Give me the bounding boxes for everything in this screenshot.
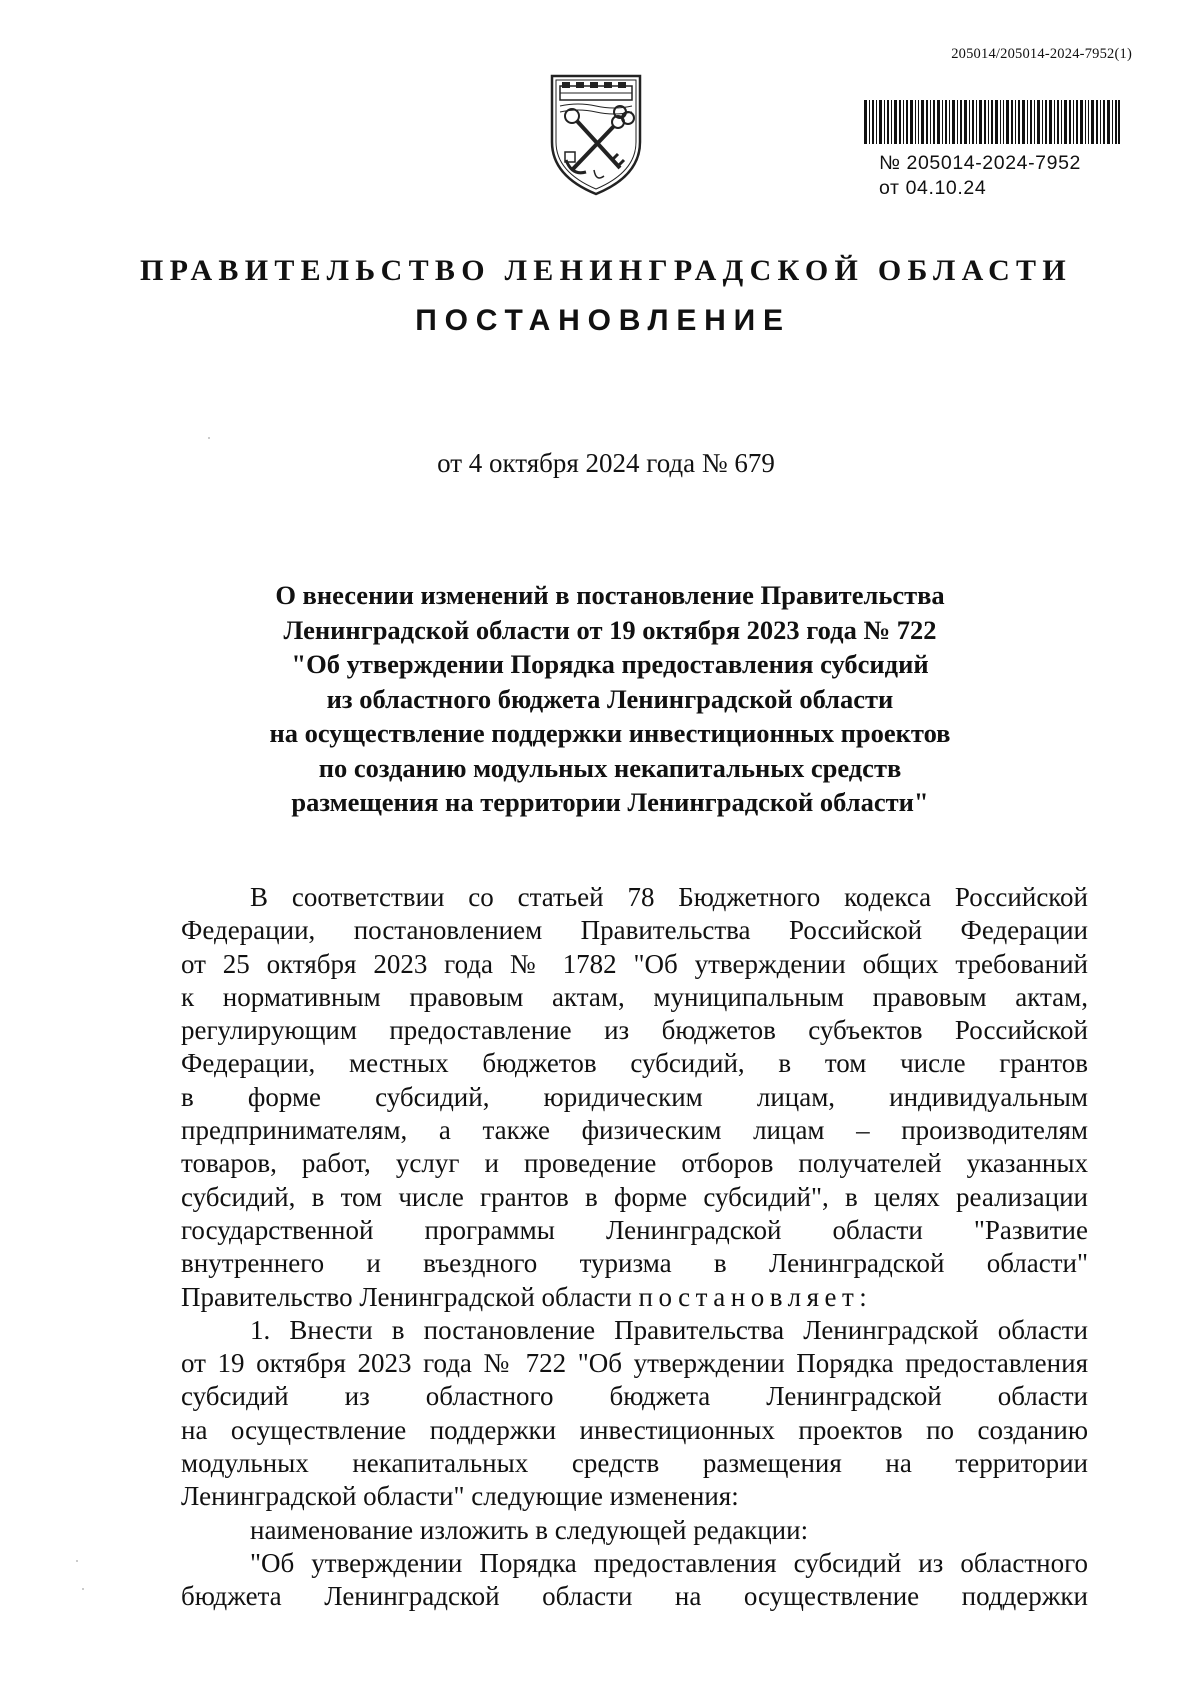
item-line: от 19 октября 2023 года № 722 "Об утверждении Порядка предоставления bbox=[181, 1348, 1088, 1379]
document-code: 205014/205014-2024-7952(1) bbox=[951, 46, 1132, 62]
document-date: от 4 октября 2024 года № 679 bbox=[437, 448, 775, 478]
document-body bbox=[181, 881, 1088, 1614]
leningrad-oblast-coat-of-arms-icon bbox=[548, 72, 644, 198]
preamble-line: Федерации, местных бюджетов субсидий, в том числе грантов bbox=[181, 1048, 1088, 1079]
document-subject bbox=[170, 578, 1050, 820]
quote-line: "Об утверждении Порядка предоставления субсидий из областного bbox=[250, 1547, 1088, 1578]
item-line: на осуществление поддержки инвестиционных проектов по созданию bbox=[181, 1414, 1088, 1445]
preamble-line: Федерации, постановлением Правительства Российской Федерации bbox=[181, 915, 1088, 946]
preamble-line: субсидий, в том числе грантов в форме субсидий", в целях реализации bbox=[181, 1181, 1088, 1212]
barcode-icon bbox=[864, 100, 1120, 144]
decree-word: постановляет: bbox=[638, 1281, 873, 1312]
subject-line: размещения на территории Ленинградской области" bbox=[291, 787, 929, 817]
preamble-line: от 25 октября 2023 года № 1782 "Об утверждении общих требований bbox=[181, 948, 1088, 979]
scan-speck bbox=[208, 437, 210, 439]
subject-line: на осуществление поддержки инвестиционных проектов bbox=[269, 718, 951, 748]
preamble-line: В соответствии со статьей 78 Бюджетного кодекса Российской bbox=[250, 882, 1088, 912]
subject-line: Ленинградской области от 19 октября 2023 года № 722 bbox=[283, 614, 937, 645]
registration-date: от 04.10.24 bbox=[879, 177, 987, 199]
preamble-line: внутреннего и въездного туризма в Ленинградской области" bbox=[181, 1248, 1088, 1279]
item-line: модульных некапитальных средств размещения на территории bbox=[181, 1448, 1088, 1479]
preamble-line: предпринимателям, а также физическим лицам – производителям bbox=[181, 1115, 1088, 1146]
item-line: 1. Внести в постановление Правительства Ленинградской области bbox=[250, 1314, 1088, 1345]
preamble-line: товаров, работ, услуг и проведение отборов получателей указанных bbox=[181, 1148, 1088, 1179]
decree-line bbox=[181, 1281, 1088, 1314]
subject-line: из областного бюджета Ленинградской области bbox=[326, 683, 894, 714]
scan-speck bbox=[76, 1560, 78, 1562]
quote-line: бюджета Ленинградской области на осуществление поддержки bbox=[181, 1581, 1088, 1612]
registration-number: № 205014-2024-7952 bbox=[879, 152, 1081, 174]
subject-line: по созданию модульных некапитальных средств bbox=[318, 752, 902, 783]
change-line: наименование изложить в следующей редакции: bbox=[250, 1514, 809, 1545]
subject-line: О внесении изменений в постановление Правительства bbox=[275, 580, 945, 610]
preamble-line: в форме субсидий, юридическим лицам, индивидуальным bbox=[181, 1081, 1088, 1112]
item-line: субсидий из областного бюджета Ленинградской области bbox=[181, 1381, 1088, 1412]
item-line: Ленинградской области" следующие изменения: bbox=[181, 1481, 739, 1512]
preamble-line: регулирующим предоставление из бюджетов субъектов Российской bbox=[181, 1015, 1088, 1046]
decree-prefix: Правительство Ленинградской области bbox=[181, 1281, 639, 1312]
preamble-line: к нормативным правовым актам, муниципальным правовым актам, bbox=[181, 981, 1088, 1012]
document-type: ПОСТАНОВЛЕНИЕ bbox=[415, 304, 791, 337]
government-name: ПРАВИТЕЛЬСТВО ЛЕНИНГРАДСКОЙ ОБЛАСТИ bbox=[140, 254, 1072, 287]
scan-speck bbox=[82, 1588, 84, 1590]
preamble-line: государственной программы Ленинградской области "Развитие bbox=[181, 1214, 1088, 1245]
subject-line: "Об утверждении Порядка предоставления субсидий bbox=[291, 649, 929, 679]
